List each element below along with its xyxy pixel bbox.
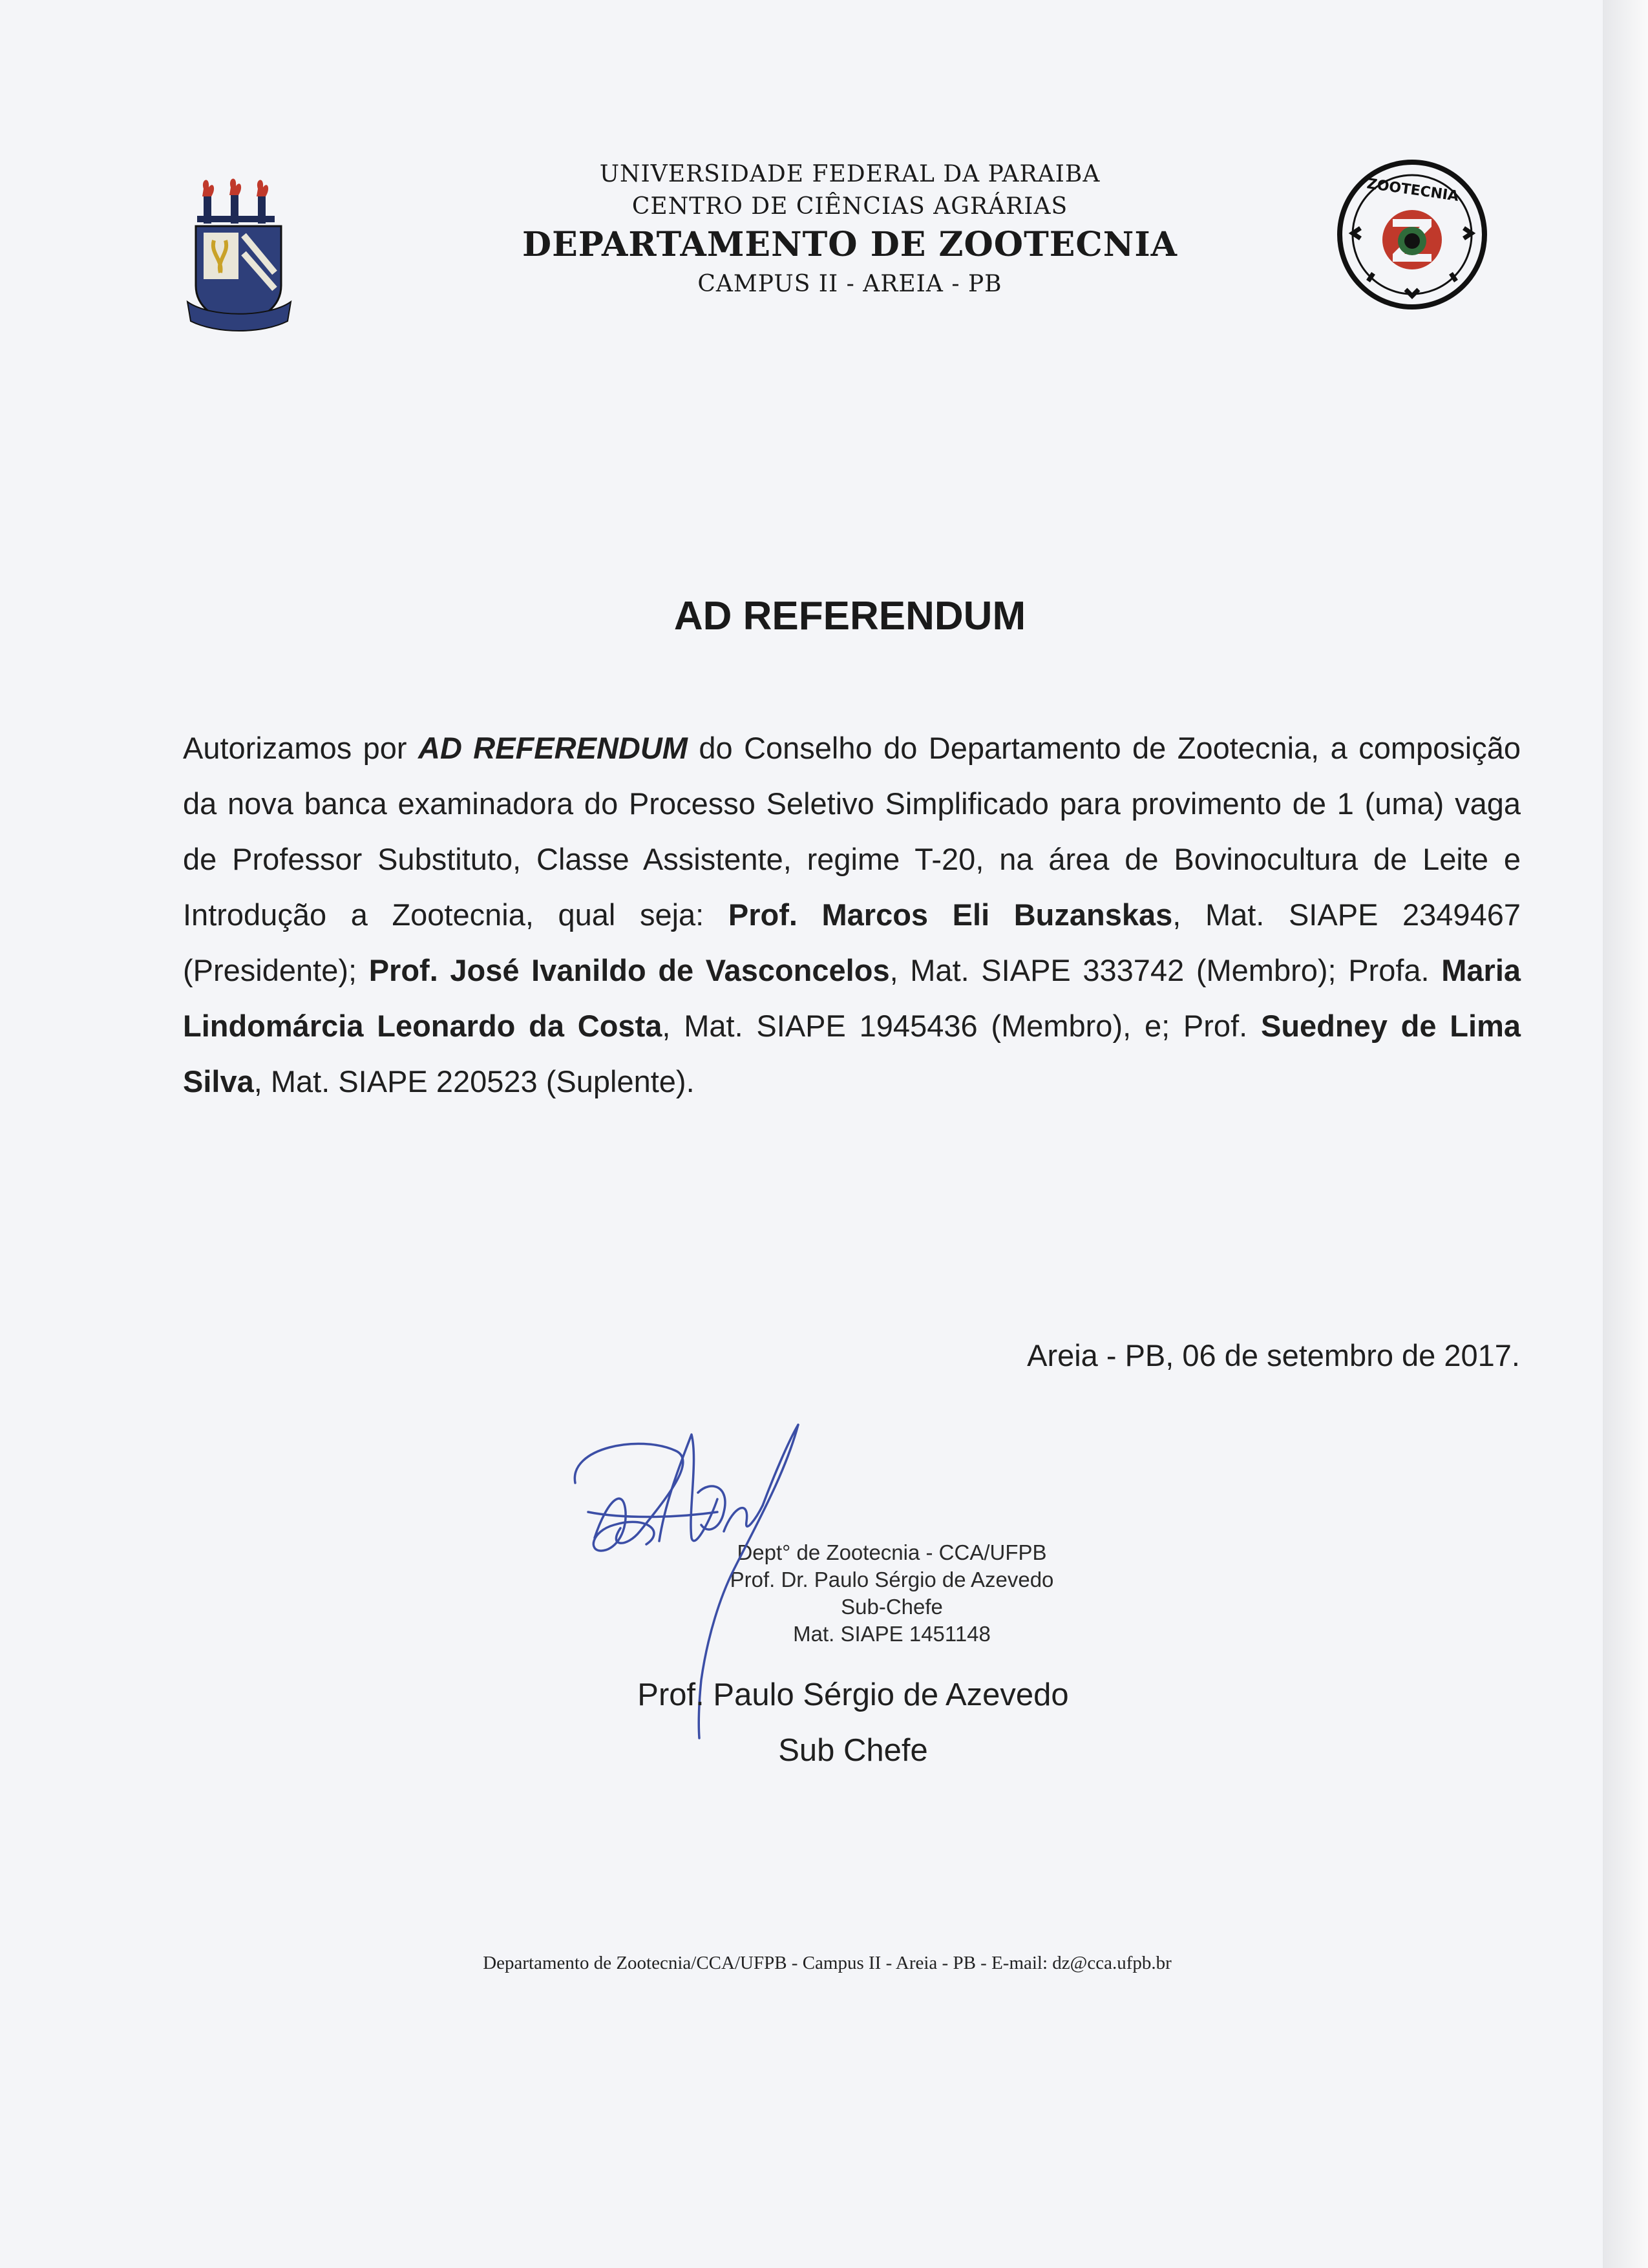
page-edge bbox=[1603, 0, 1648, 2268]
svg-text:ZOOTECNIA: ZOOTECNIA bbox=[1366, 176, 1460, 205]
letterhead bbox=[452, 158, 1247, 300]
body-text-2: do Conselho do Departamento de Zootecnia, a composição da nova banca examinadora do Processo Seletivo Simplificado para provimento de 1 (uma) vaga de Professor Substituto, Classe Assistente, regime T-20, na área de Bovinocultura de Leite e Introdução a Zootecnia, qual seja: bbox=[183, 731, 1521, 932]
zootecnia-seal-icon bbox=[1335, 157, 1490, 312]
member-2: Prof. José Ivanildo de Vasconcelos bbox=[368, 953, 890, 987]
signer-role: Sub Chefe bbox=[778, 1733, 928, 1768]
member-substitute: Suedney de Lima Silva bbox=[183, 1009, 1521, 1098]
stamp-line-department: Dept° de Zootecnia - CCA/UFPB bbox=[737, 1540, 1047, 1564]
document-title: AD REFERENDUM bbox=[673, 594, 1026, 638]
body-text-3: , Mat. SIAPE 2349467 (Presidente); bbox=[183, 898, 1521, 987]
stamp-line-role: Sub-Chefe bbox=[841, 1595, 943, 1619]
body-text-5: , Mat. SIAPE 1945436 (Membro), e; Prof. bbox=[662, 1009, 1261, 1043]
ufpb-crest-icon bbox=[184, 176, 294, 337]
body-text-4: , Mat. SIAPE 333742 (Membro); Profa. bbox=[889, 953, 1442, 987]
department-name: DEPARTAMENTO DE ZOOTECNIA bbox=[522, 225, 1178, 264]
footer-contact: Departamento de Zootecnia/CCA/UFPB - Campus II - Areia - PB - E-mail: dz@cca.ufpb.br bbox=[483, 1953, 1172, 1973]
signer-name: Prof. Paulo Sérgio de Azevedo bbox=[637, 1677, 1069, 1712]
center-name: CENTRO DE CIÊNCIAS AGRÁRIAS bbox=[631, 193, 1068, 220]
body-emphasis: AD REFERENDUM bbox=[418, 731, 688, 765]
member-3: Maria Lindomárcia Leonardo da Costa bbox=[183, 953, 1521, 1043]
signer-block bbox=[582, 1667, 1125, 1778]
university-name: UNIVERSIDADE FEDERAL DA PARAIBA bbox=[599, 161, 1101, 187]
stamp-line-registration: Mat. SIAPE 1451148 bbox=[793, 1622, 991, 1646]
stamp-line-name: Prof. Dr. Paulo Sérgio de Azevedo bbox=[730, 1568, 1054, 1591]
member-president: Prof. Marcos Eli Buzanskas bbox=[728, 898, 1173, 932]
campus-name: CAMPUS II - AREIA - PB bbox=[697, 271, 1002, 297]
body-paragraph bbox=[183, 720, 1521, 1109]
date-line: Areia - PB, 06 de setembro de 2017. bbox=[1027, 1338, 1520, 1372]
body-text-1: Autorizamos por bbox=[183, 731, 418, 765]
body-text-6: , Mat. SIAPE 220523 (Suplente). bbox=[253, 1064, 695, 1098]
